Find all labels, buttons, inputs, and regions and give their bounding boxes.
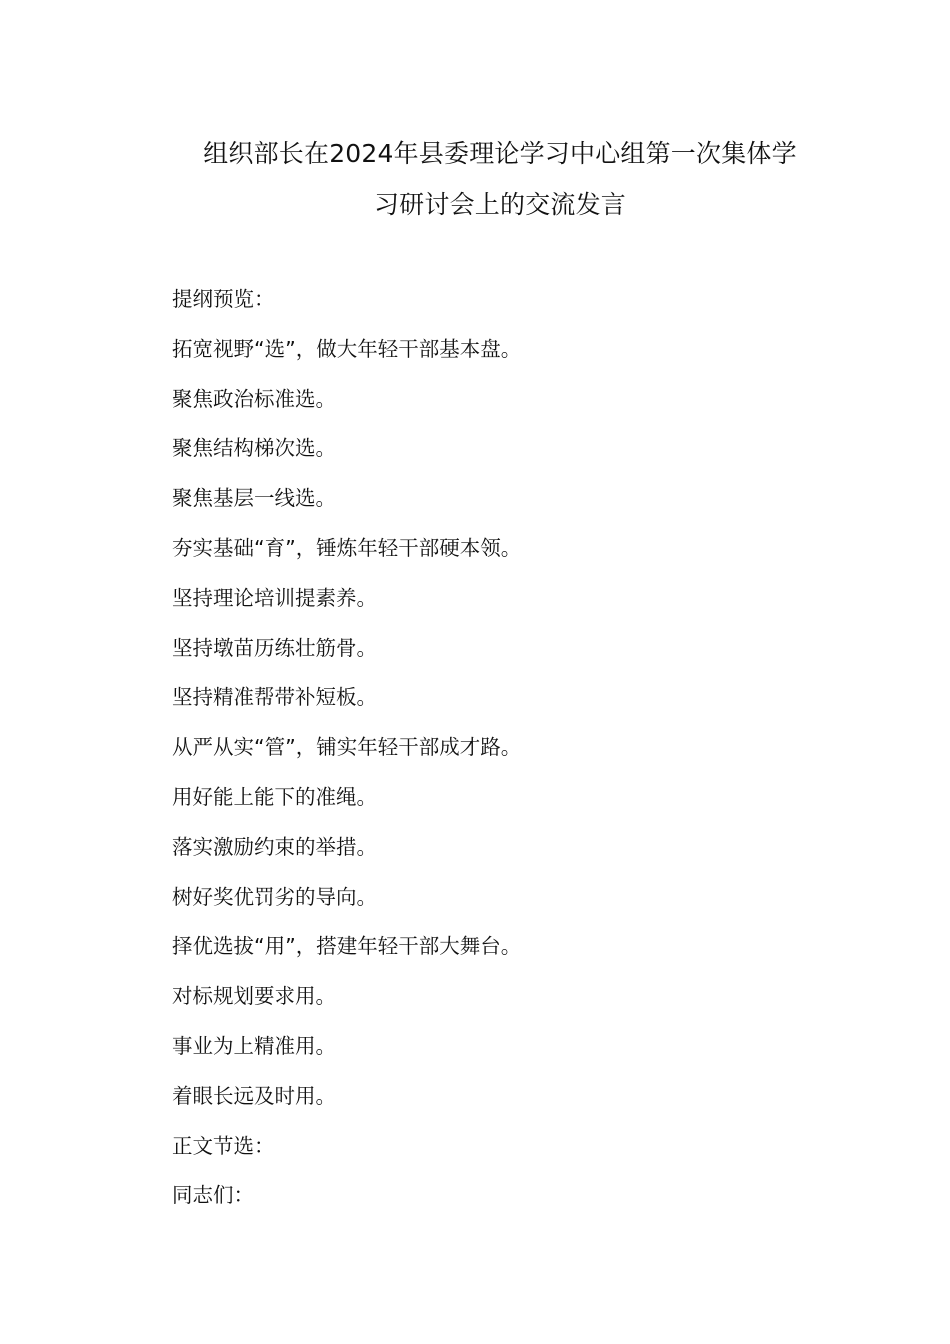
title-line-1: 组织部长在2024年县委理论学习中心组第一次集体学 <box>203 139 797 168</box>
section-item: 用好能上能下的准绳。 <box>172 784 377 809</box>
section-heading-3: 从严从实“管”，铺实年轻干部成才路。 <box>172 735 522 760</box>
section-item: 坚持理论培训提素养。 <box>172 585 377 610</box>
section-heading-4: 择优选拔“用”，搭建年轻干部大舞台。 <box>172 934 522 959</box>
salutation: 同志们： <box>172 1183 254 1208</box>
outline-heading: 提纲预览： <box>172 287 275 311</box>
section-heading-1: 拓宽视野“选”，做大年轻干部基本盘。 <box>172 336 522 361</box>
section-item: 落实激励约束的举措。 <box>172 834 377 859</box>
section-item: 聚焦基层一线选。 <box>172 486 336 511</box>
section-item: 坚持墩苗历练壮筋骨。 <box>172 635 377 660</box>
document-title <box>150 128 850 230</box>
section-heading-2: 夯实基础“育”，锤炼年轻干部硬本领。 <box>172 535 522 560</box>
section-item: 聚焦结构梯次选。 <box>172 436 336 461</box>
section-item: 事业为上精准用。 <box>172 1033 336 1058</box>
title-line-2: 习研讨会上的交流发言 <box>373 190 626 219</box>
excerpt-heading: 正文节选： <box>172 1133 275 1158</box>
document-body <box>172 275 812 1221</box>
section-item: 着眼长远及时用。 <box>172 1083 336 1108</box>
section-item: 树好奖优罚劣的导向。 <box>172 884 377 909</box>
section-item: 坚持精准帮带补短板。 <box>172 685 377 710</box>
section-item: 聚焦政治标准选。 <box>172 386 336 411</box>
section-item: 对标规划要求用。 <box>172 984 336 1009</box>
